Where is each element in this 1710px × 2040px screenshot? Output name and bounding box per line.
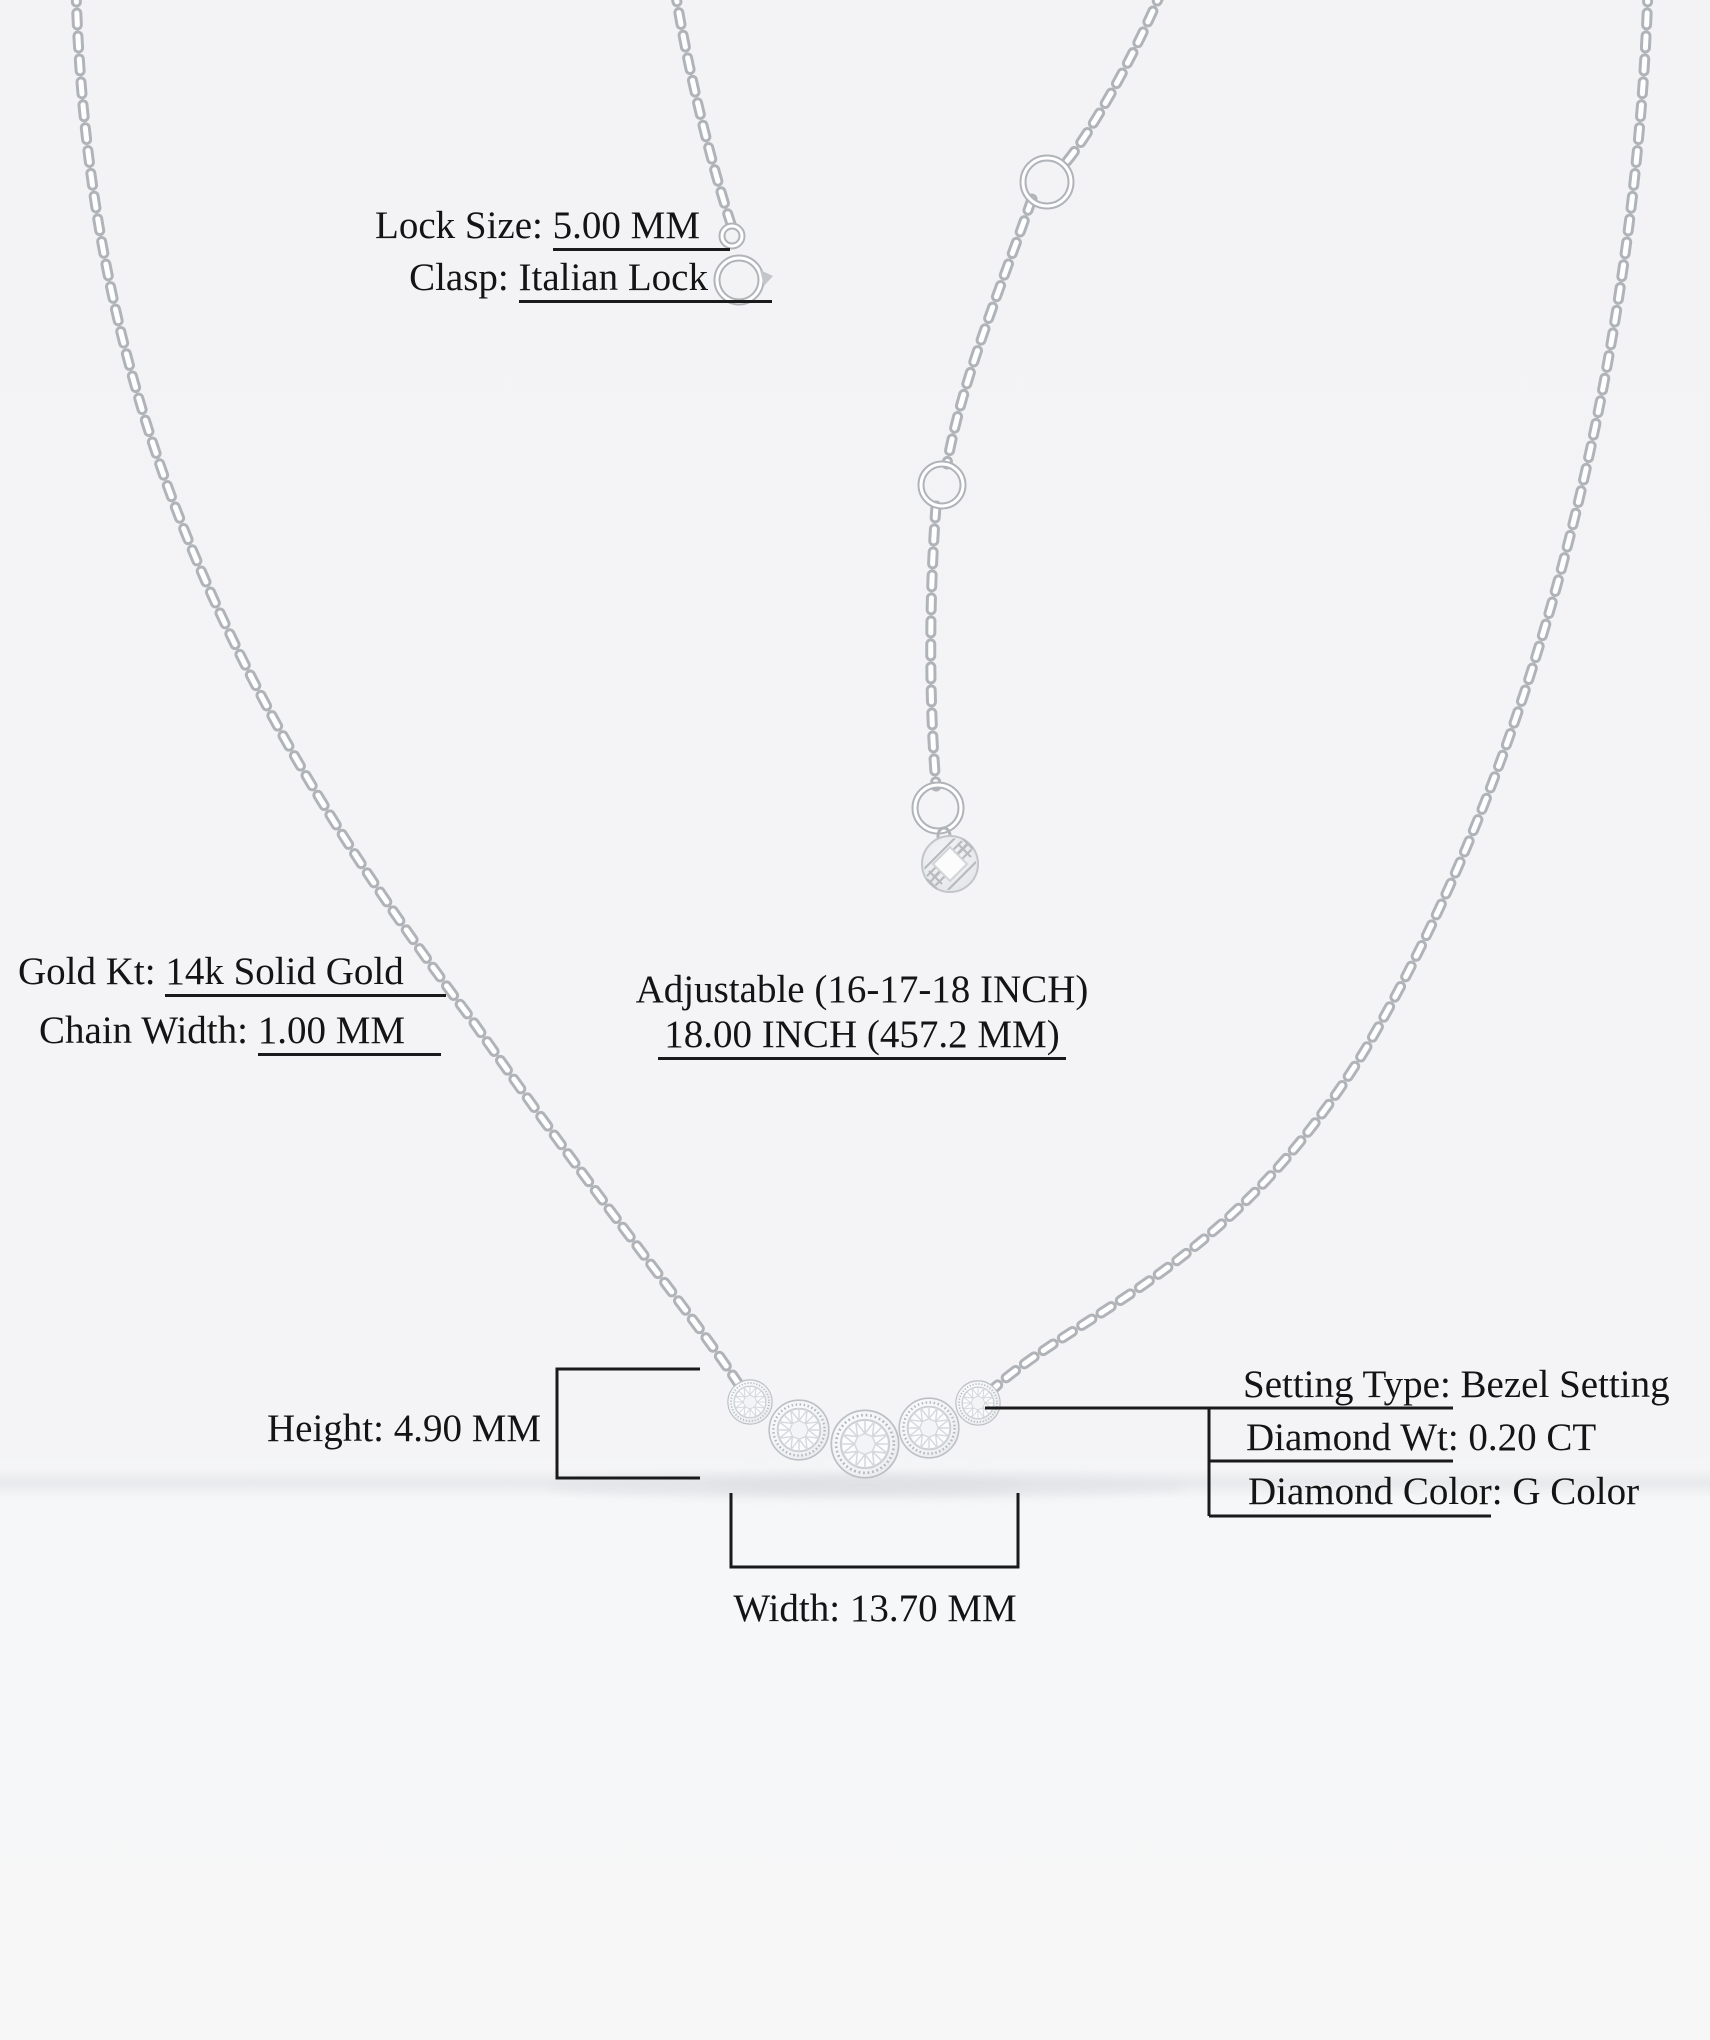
diamond-color-key: Diamond Color: [1248,1470,1503,1513]
lock-size-label [375,203,730,251]
gold-kt-value: 14k Solid Gold [165,949,445,997]
length-label [600,967,1124,1060]
length-total-value: 18.00 INCH (457.2 MM) [658,1012,1065,1060]
necklace-chains [76,0,1648,1392]
pendant-stone-5 [956,1381,1000,1425]
clasp-label [409,255,772,303]
pendant-stone-1 [728,1380,772,1424]
pendant-stone-4 [899,1398,959,1458]
extender-chain [931,0,1162,786]
height-value: 4.90 MM [393,1407,542,1450]
length-adjustable-line: Adjustable (16-17-18 INCH) [635,968,1089,1011]
width-value: 13.70 MM [849,1587,1017,1630]
clasp-value: Italian Lock [519,255,773,303]
height-bracket [557,1369,700,1478]
extender-rings [915,158,1071,831]
clasp-chain [675,0,731,224]
width-key: Width: [733,1587,841,1630]
setting-type-key: Setting Type: [1243,1363,1451,1406]
diamond-color-label [1248,1469,1639,1514]
setting-type-value: Bezel Setting [1460,1363,1670,1406]
diamond-wt-value: 0.20 CT [1468,1416,1597,1459]
chain-width-value: 1.00 MM [258,1008,441,1056]
lock-size-value: 5.00 MM [553,203,730,251]
height-label [267,1406,541,1451]
right-chain [992,0,1648,1390]
diamond-wt-label [1246,1415,1596,1460]
height-key: Height: [267,1407,384,1450]
gold-kt-label [18,949,446,997]
chain-width-key: Chain Width: [39,1009,248,1052]
width-label [700,1586,1050,1631]
pendant-stone-2 [769,1400,829,1460]
gold-kt-key: Gold Kt: [18,950,156,993]
width-bracket [731,1493,1018,1567]
lock-size-key: Lock Size: [375,204,543,247]
pendant-stone-3 [831,1410,898,1477]
clasp-key: Clasp: [409,256,509,299]
diamond-wt-key: Diamond Wt: [1246,1416,1459,1459]
diamond-color-value: G Color [1512,1470,1640,1513]
chain-width-label [39,1008,441,1056]
setting-type-label [1243,1362,1670,1407]
length-total-line [600,1012,1124,1060]
